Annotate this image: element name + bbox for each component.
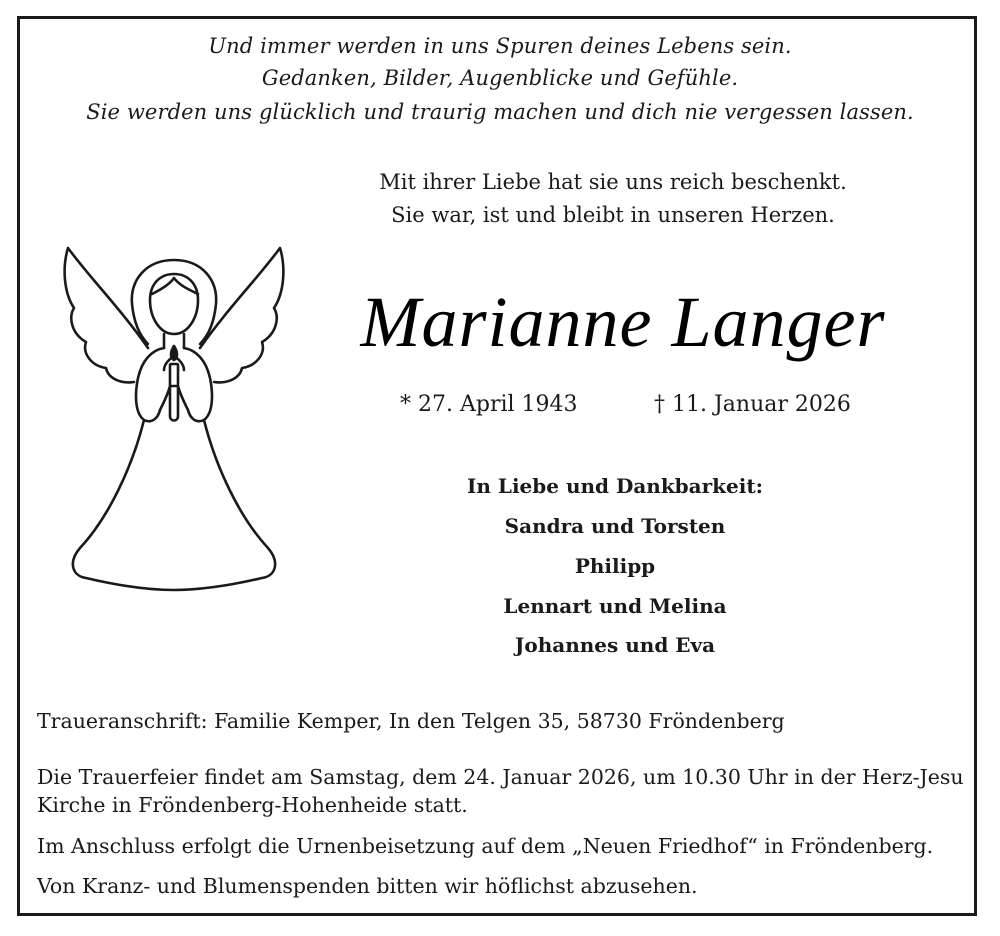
mourner-name: Sandra und Torsten xyxy=(504,514,726,538)
birth-date: * 27. April 1943 xyxy=(400,392,578,417)
ceremony-line-1: Die Trauerfeier findet am Samstag, dem 24. Januar 2026, um 10.30 Uhr in der Herz-Jesu xyxy=(37,765,964,789)
poem-line-2: Gedanken, Bilder, Augenblicke und Gefühle. xyxy=(261,66,739,90)
angel-with-candle-icon xyxy=(60,238,290,608)
ceremony-line-2: Kirche in Fröndenberg-Hohenheide statt. xyxy=(37,793,468,817)
verse-line-2: Sie war, ist und bleibt in unseren Herzen. xyxy=(391,203,835,227)
poem-line-3: Sie werden uns glücklich und traurig machen und dich nie vergessen lassen. xyxy=(86,100,914,124)
mourner-name: Johannes und Eva xyxy=(514,633,716,657)
mourning-address: Traueranschrift: Familie Kemper, In den Telgen 35, 58730 Fröndenberg xyxy=(37,709,785,733)
mourner-name: Philipp xyxy=(574,554,656,578)
flowers-note: Von Kranz- und Blumenspenden bitten wir höflichst abzusehen. xyxy=(37,874,698,898)
mourner-name: Lennart und Melina xyxy=(503,594,727,618)
deceased-name: Marianne Langer xyxy=(360,282,886,362)
verse-line-1: Mit ihrer Liebe hat sie uns reich beschenkt. xyxy=(379,170,847,194)
poem-line-1: Und immer werden in uns Spuren deines Lebens sein. xyxy=(208,34,792,58)
death-date: † 11. Januar 2026 xyxy=(654,392,851,417)
burial-info: Im Anschluss erfolgt die Urnenbeisetzung auf dem „Neuen Friedhof“ in Fröndenberg. xyxy=(37,834,934,858)
mourners-heading: In Liebe und Dankbarkeit: xyxy=(467,474,763,498)
